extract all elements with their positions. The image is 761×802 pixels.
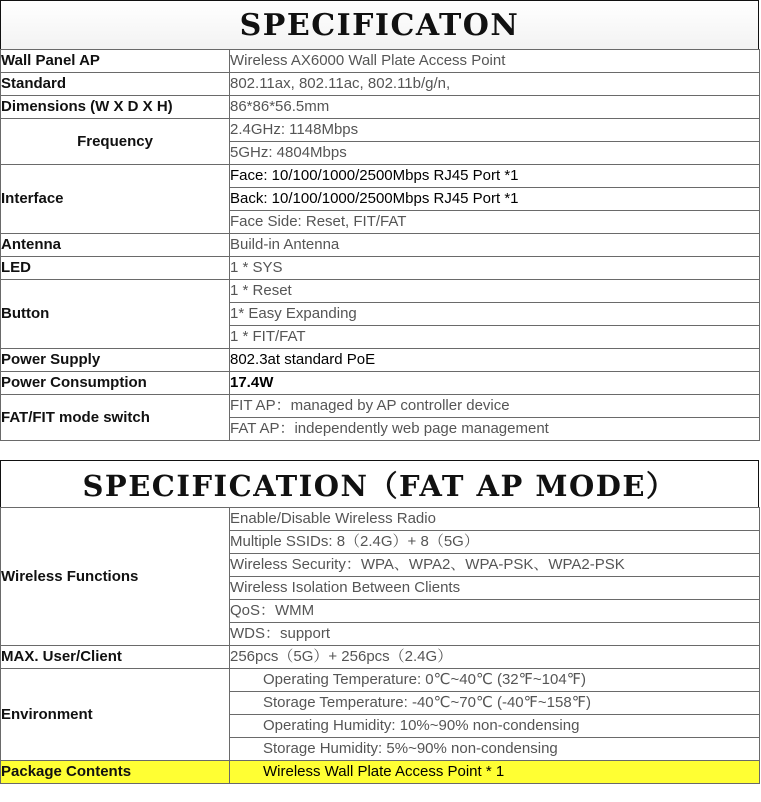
row-value: 1* Easy Expanding bbox=[230, 303, 760, 326]
row-label: Package Contents bbox=[1, 761, 230, 784]
fat-mode-table bbox=[0, 507, 760, 784]
row-label: MAX. User/Client bbox=[1, 646, 230, 669]
fat-row-max-user bbox=[1, 646, 760, 669]
row-value: 1 * FIT/FAT bbox=[230, 326, 760, 349]
row-value: FAT AP：independently web page management bbox=[230, 418, 760, 441]
fat-row-wireless-functions bbox=[1, 508, 760, 531]
row-value: Wireless AX6000 Wall Plate Access Point bbox=[230, 50, 760, 73]
row-label: Interface bbox=[1, 165, 230, 234]
spec-table bbox=[0, 49, 760, 441]
spec-row-interface bbox=[1, 165, 760, 188]
row-value: Storage Temperature: -40℃~70℃ (-40℉~158℉) bbox=[230, 692, 760, 715]
row-value: 1 * SYS bbox=[230, 257, 760, 280]
row-value: Face: 10/100/1000/2500Mbps RJ45 Port *1 bbox=[230, 165, 760, 188]
spec-row-mode-switch bbox=[1, 395, 760, 418]
row-value: Face Side: Reset, FIT/FAT bbox=[230, 211, 760, 234]
spec-row-antenna bbox=[1, 234, 760, 257]
specification-title: SPECIFICATON bbox=[0, 0, 759, 50]
row-label: Environment bbox=[1, 669, 230, 761]
row-value: Wireless Wall Plate Access Point * 1 bbox=[230, 761, 760, 784]
row-value: Operating Humidity: 10%~90% non-condensing bbox=[230, 715, 760, 738]
row-label: Dimensions (W X D X H) bbox=[1, 96, 230, 119]
spec-row-wall-panel-ap bbox=[1, 50, 760, 73]
row-value: 86*86*56.5mm bbox=[230, 96, 760, 119]
row-value: Storage Humidity: 5%~90% non-condensing bbox=[230, 738, 760, 761]
row-value: Wireless Security：WPA、WPA2、WPA-PSK、WPA2-PSK bbox=[230, 554, 760, 577]
row-value: Multiple SSIDs: 8（2.4G）+ 8（5G） bbox=[230, 531, 760, 554]
row-value: 17.4W bbox=[230, 372, 760, 395]
row-label: Antenna bbox=[1, 234, 230, 257]
row-label: Power Consumption bbox=[1, 372, 230, 395]
row-label: Wireless Functions bbox=[1, 508, 230, 646]
spec-row-dimensions bbox=[1, 96, 760, 119]
row-value: Enable/Disable Wireless Radio bbox=[230, 508, 760, 531]
fat-row-package-contents bbox=[1, 761, 760, 784]
row-label: Wall Panel AP bbox=[1, 50, 230, 73]
row-label: Button bbox=[1, 280, 230, 349]
row-value: Wireless Isolation Between Clients bbox=[230, 577, 760, 600]
row-value: Build-in Antenna bbox=[230, 234, 760, 257]
row-label: FAT/FIT mode switch bbox=[1, 395, 230, 441]
row-value: QoS：WMM bbox=[230, 600, 760, 623]
row-value: Back: 10/100/1000/2500Mbps RJ45 Port *1 bbox=[230, 188, 760, 211]
row-label: LED bbox=[1, 257, 230, 280]
row-value: 256pcs（5G）+ 256pcs（2.4G） bbox=[230, 646, 760, 669]
spec-row-power-consumption bbox=[1, 372, 760, 395]
fat-mode-title: SPECIFICATION（FAT AP MODE） bbox=[0, 460, 759, 508]
spec-row-power-supply bbox=[1, 349, 760, 372]
row-label: Frequency bbox=[1, 119, 230, 165]
row-value: 2.4GHz: 1148Mbps bbox=[230, 119, 760, 142]
row-value: 802.11ax, 802.11ac, 802.11b/g/n, bbox=[230, 73, 760, 96]
spec-row-standard bbox=[1, 73, 760, 96]
row-label: Power Supply bbox=[1, 349, 230, 372]
row-value: FIT AP：managed by AP controller device bbox=[230, 395, 760, 418]
spec-row-led bbox=[1, 257, 760, 280]
row-value: 1 * Reset bbox=[230, 280, 760, 303]
spec-row-frequency bbox=[1, 119, 760, 142]
row-label: Standard bbox=[1, 73, 230, 96]
fat-row-environment bbox=[1, 669, 760, 692]
row-value: Operating Temperature: 0℃~40℃ (32℉~104℉) bbox=[230, 669, 760, 692]
spec-row-button bbox=[1, 280, 760, 303]
row-value: 802.3at standard PoE bbox=[230, 349, 760, 372]
row-value: 5GHz: 4804Mbps bbox=[230, 142, 760, 165]
row-value: WDS：support bbox=[230, 623, 760, 646]
